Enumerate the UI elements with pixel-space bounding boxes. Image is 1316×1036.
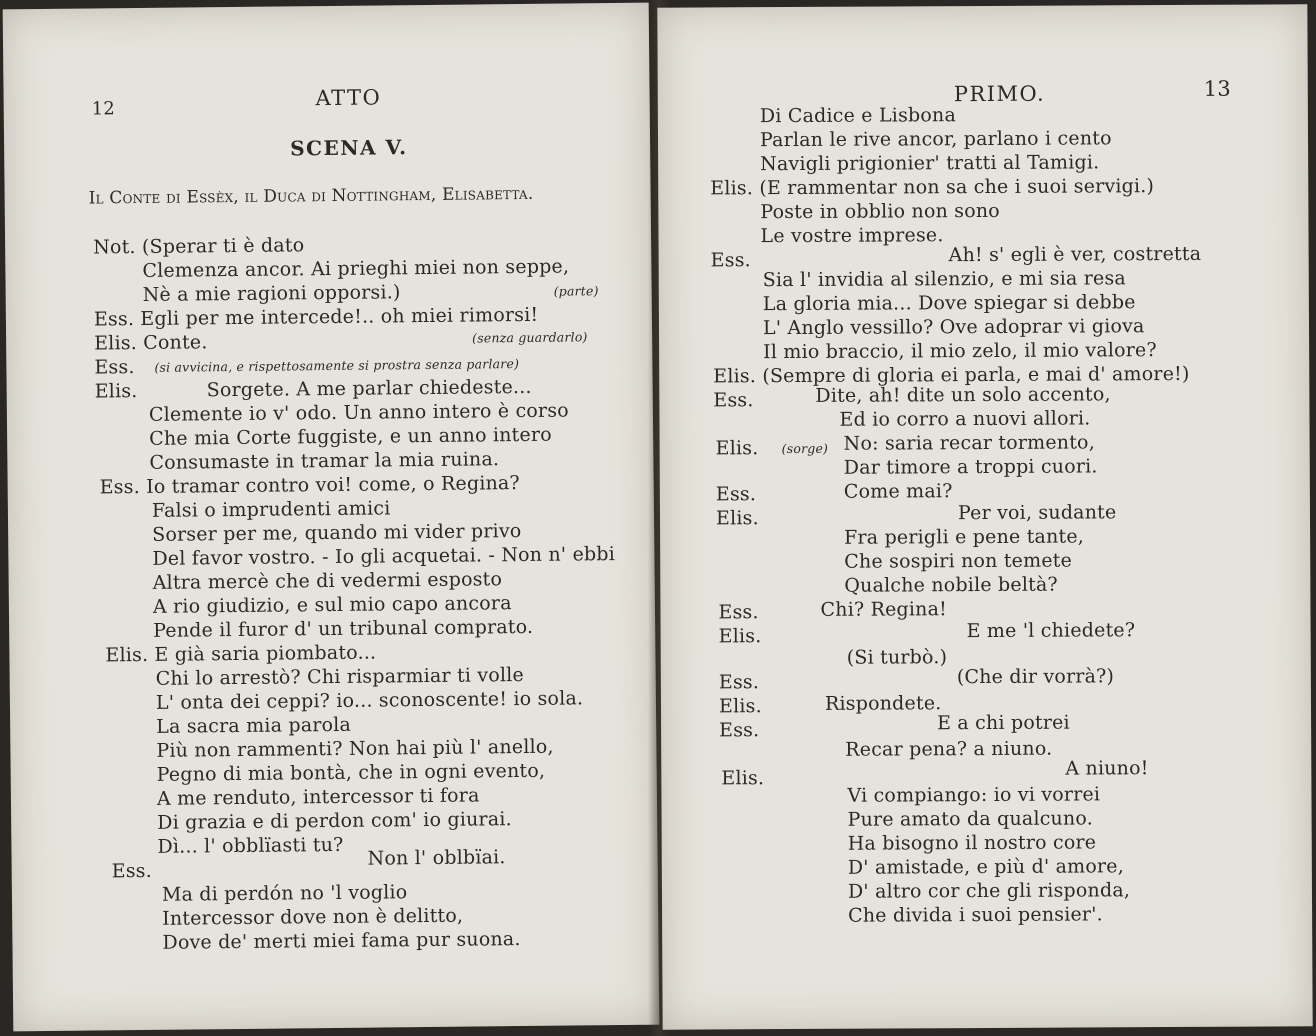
- verse-line: (Che dir vorrà?): [956, 665, 1115, 689]
- speaker-label: Elis.: [715, 507, 759, 530]
- stage-direction: (senza guardarlo): [472, 329, 588, 346]
- verse-line: Intercessor dove non è delitto,: [162, 904, 464, 930]
- verse-line: Clemenza ancor. Ai prieghi miei non seppe,: [142, 255, 570, 282]
- verse-line: Ed io corro a nuovi allori.: [839, 407, 1091, 431]
- running-head: ATTO: [315, 85, 382, 111]
- verse-line: Elis. E già saria piombato...: [105, 641, 377, 667]
- verse-line: Altra mercè che di vedermi esposto: [152, 568, 503, 594]
- verse-line: Dì... l' obblïasti tu?: [157, 833, 344, 858]
- verse-line: Del favor vostro. - Io gli acquetai. - Non n' ebbi: [152, 543, 616, 570]
- verse-line: Pure amato da qualcuno.: [847, 807, 1094, 831]
- verse-line: Chi? Regina!: [820, 598, 948, 621]
- speaker-label: Ess.: [718, 601, 759, 624]
- speaker-label: Ess.: [719, 719, 760, 742]
- verse-line: Più non rammenti? Non hai più l' anello,: [156, 735, 554, 762]
- verse-line: D' amistade, e più d' amore,: [847, 855, 1124, 879]
- verse-line: Che divida i suoi pensier'.: [848, 903, 1103, 927]
- verse-line: Non l' oblbïai.: [367, 846, 506, 870]
- verse-line: Elis. Conte.: [94, 331, 208, 355]
- verse-line: Nè a mie ragioni opporsi.): [142, 281, 401, 306]
- speaker-label: Ess.: [713, 389, 754, 412]
- speaker-label: Ess.: [718, 671, 760, 694]
- verse-line: Chi lo arrestò? Chi risparmiar ti volle: [155, 663, 525, 690]
- verse-line: Navigli prigionier' tratti al Tamigi.: [760, 151, 1100, 176]
- verse-line: Elis. (E rammentar non sa che i suoi servigi.): [710, 175, 1155, 200]
- verse-line: Dove de' merti miei fama pur suona.: [162, 928, 521, 954]
- speaker-label: Ess.: [710, 249, 751, 272]
- verse-line: Falsi o imprudenti amici: [151, 497, 391, 522]
- verse-line: D' altro cor che gli risponda,: [847, 879, 1131, 903]
- verse-line: Le vostre imprese.: [760, 224, 944, 248]
- page-number: 13: [1203, 76, 1231, 101]
- verse-line: E me 'l chiedete?: [966, 619, 1136, 643]
- verse-line: Qualche nobile beltà?: [844, 573, 1058, 597]
- verse-line: Ess. Io tramar contro voi! come, o Regina?: [99, 472, 521, 499]
- page-number: 12: [91, 98, 116, 120]
- verse-line: Come mai?: [843, 480, 953, 503]
- verse-line: Clemente io v' odo. Un anno intero è corso: [148, 399, 569, 426]
- right-page: [657, 4, 1312, 1029]
- verse-line: Che mia Corte fuggiste, e un anno intero: [149, 423, 552, 450]
- speaker-label: Ess.: [94, 356, 135, 379]
- verse-line: Recar pena? a niuno.: [845, 737, 1053, 761]
- verse-line: Sorser per me, quando mi vider privo: [152, 520, 522, 546]
- speaker-label: Elis.: [721, 767, 765, 790]
- speaker-label: Elis.: [718, 695, 762, 718]
- left-page: [3, 3, 660, 1032]
- stage-direction: (si avvicina, e rispettosamente si prostra senza parlare): [154, 356, 520, 375]
- speaker-label: Elis.: [715, 437, 759, 460]
- speaker-label: Ess.: [715, 483, 757, 506]
- stage-direction: (parte): [553, 283, 599, 299]
- stage-direction: (sorge): [781, 440, 829, 457]
- verse-line: Di grazia e di perdon com' io giurai.: [157, 808, 512, 834]
- verse-line: Che sospiri non temete: [844, 549, 1073, 573]
- verse-line: L' Anglo vessillo? Ove adoprar vi giova: [762, 315, 1145, 340]
- verse-line: Ess. Egli per me intercede!.. oh miei rimorsi!: [93, 303, 539, 331]
- scene-title: SCENA V.: [290, 135, 408, 161]
- verse-line: Il mio braccio, il mio zelo, il mio valore?: [763, 339, 1157, 364]
- verse-line: A me renduto, intercessor ti fora: [156, 784, 480, 810]
- speaker-label: Elis.: [94, 380, 138, 403]
- verse-line: Sorgete. A me parlar chiedeste...: [206, 375, 532, 402]
- verse-line: (Si turbò.): [846, 646, 948, 669]
- verse-line: Di Cadice e Lisbona: [759, 104, 957, 128]
- verse-line: A rio giudizio, e sul mio capo ancora: [152, 592, 512, 618]
- speaker-label: Elis.: [718, 625, 762, 648]
- verse-line: A niuno!: [1065, 757, 1149, 780]
- verse-line: Poste in obblio non sono: [760, 199, 1000, 224]
- verse-line: Dar timore a troppi cuori.: [843, 455, 1098, 479]
- verse-line: Parlan le rive ancor, parlano i cento: [759, 127, 1112, 152]
- verse-line: Ma di perdón no 'l voglio: [161, 881, 408, 906]
- verse-line: Ha bisogno il nostro core: [847, 831, 1097, 855]
- verse-line: Per voi, sudante: [957, 501, 1117, 525]
- running-head: PRIMO.: [953, 81, 1046, 107]
- verse-line: Consumaste in tramar la mia ruina.: [149, 448, 500, 474]
- verse-line: Vi compiango: io vi vorrei: [847, 783, 1101, 807]
- verse-line: Elis. (Sempre di gloria ei parla, e mai d' amore!): [713, 362, 1190, 388]
- verse-line: Pende il furor d' un tribunal comprato.: [153, 615, 534, 642]
- verse-line: No: saria recar tormento,: [843, 431, 1095, 455]
- verse-line: Pegno di mia bontà, che in ogni evento,: [156, 759, 546, 786]
- speaker-label: Ess.: [111, 859, 153, 883]
- verse-line: Dite, ah! dite un solo accento,: [815, 383, 1111, 407]
- characters-line: Il Conte di Essèx, il Duca di Nottingham, Elisabetta.: [88, 183, 534, 209]
- verse-line: Sia l' invidia al silenzio, e mi sia resa: [762, 267, 1126, 292]
- verse-line: Not. (Sperar ti è dato: [93, 234, 305, 259]
- verse-line: La gloria mia... Dove spiegar si debbe: [762, 291, 1136, 316]
- verse-line: Fra perigli e pene tante,: [844, 525, 1085, 549]
- verse-line: Ah! s' egli è ver, costretta: [948, 242, 1202, 267]
- verse-line: E a chi potrei: [937, 711, 1070, 735]
- verse-line: Rispondete.: [824, 692, 942, 715]
- verse-line: La sacra mia parola: [156, 713, 352, 738]
- verse-line: L' onta dei ceppi? io... sconoscente! io sola.: [155, 687, 584, 714]
